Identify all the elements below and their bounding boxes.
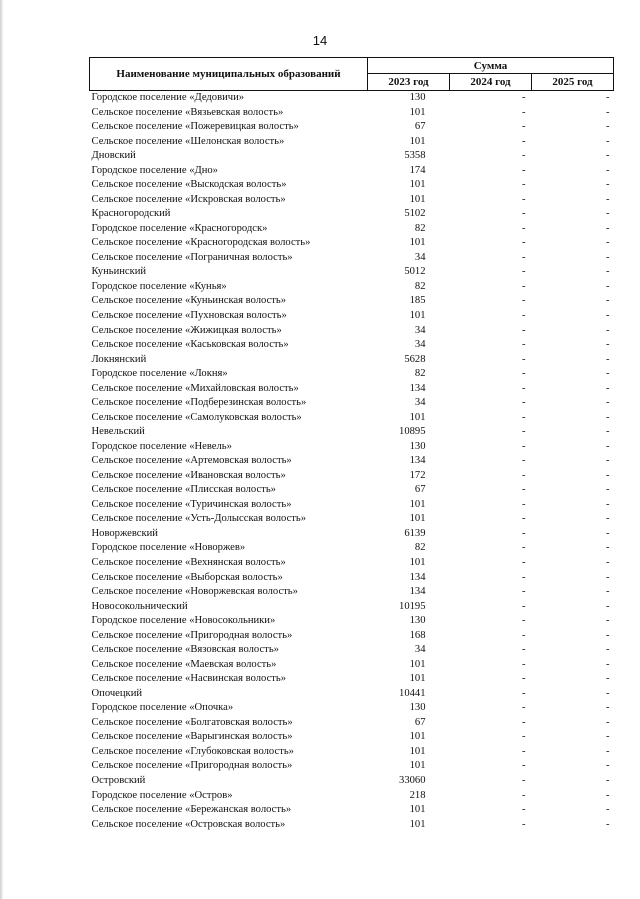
table-row bbox=[90, 512, 614, 527]
value-2025-cell: - bbox=[606, 237, 610, 249]
table-row bbox=[90, 818, 614, 833]
value-2023-cell: 5628 bbox=[404, 353, 426, 365]
municipality-name-cell: Сельское поселение «Пожеревицкая волость» bbox=[91, 121, 299, 133]
table-row bbox=[90, 396, 614, 411]
municipality-name-cell: Сельское поселение «Маевская волость» bbox=[91, 658, 277, 670]
table-row bbox=[90, 294, 614, 309]
value-2024-cell: - bbox=[521, 397, 526, 409]
table-row bbox=[90, 120, 614, 135]
value-2023-cell: 5358 bbox=[404, 150, 426, 162]
value-2023-cell: 34 bbox=[414, 324, 426, 336]
value-2025-cell: - bbox=[606, 760, 610, 772]
header-sum-group: Сумма bbox=[368, 58, 614, 74]
value-2023-cell: 130 bbox=[409, 615, 426, 627]
table-row bbox=[90, 178, 614, 193]
value-2023-cell: 218 bbox=[409, 789, 426, 801]
table-row bbox=[90, 164, 614, 179]
header-name-column: Наименование муниципальных образований bbox=[90, 58, 368, 91]
value-2024-cell: - bbox=[521, 716, 526, 728]
value-2025-cell: - bbox=[606, 280, 610, 292]
value-2023-cell: 101 bbox=[409, 760, 426, 772]
value-2023-cell: 101 bbox=[409, 193, 426, 205]
municipality-name-cell: Сельское поселение «Выскодская волость» bbox=[91, 179, 287, 191]
value-2023-cell: 134 bbox=[409, 571, 426, 583]
value-2025-cell: - bbox=[606, 789, 610, 801]
table-row bbox=[90, 193, 614, 208]
value-2024-cell: - bbox=[521, 309, 526, 321]
table-row bbox=[90, 789, 614, 804]
municipality-name-cell: Локнянский bbox=[91, 353, 147, 365]
municipality-name-cell: Куньинский bbox=[91, 266, 147, 278]
value-2023-cell: 174 bbox=[409, 164, 426, 176]
value-2023-cell: 101 bbox=[409, 804, 426, 816]
value-2024-cell: - bbox=[521, 484, 526, 496]
value-2024-cell: - bbox=[521, 731, 526, 743]
value-2025-cell: - bbox=[606, 629, 610, 641]
municipality-name-cell: Островский bbox=[91, 774, 146, 786]
value-2024-cell: - bbox=[521, 644, 526, 656]
value-2024-cell: - bbox=[521, 760, 526, 772]
value-2024-cell: - bbox=[521, 513, 526, 525]
value-2023-cell: 67 bbox=[414, 716, 426, 728]
value-2023-cell: 101 bbox=[409, 557, 426, 568]
value-2025-cell: - bbox=[606, 368, 610, 380]
municipality-name-cell: Сельское поселение «Вязовская волость» bbox=[91, 644, 279, 656]
table-row bbox=[90, 440, 614, 455]
value-2023-cell: 185 bbox=[409, 295, 426, 307]
value-2024-cell: - bbox=[521, 571, 526, 583]
value-2023-cell: 34 bbox=[414, 339, 426, 351]
table-row bbox=[90, 600, 614, 615]
municipality-name-cell: Невельский bbox=[91, 426, 145, 438]
municipality-name-cell: Городское поселение «Дно» bbox=[91, 164, 218, 176]
municipality-name-cell: Городское поселение «Кунья» bbox=[91, 280, 227, 292]
value-2025-cell: - bbox=[606, 295, 610, 307]
value-2024-cell: - bbox=[521, 411, 526, 423]
municipality-name-cell: Городское поселение «Новоржев» bbox=[91, 542, 246, 554]
value-2024-cell: - bbox=[521, 673, 526, 685]
value-2024-cell: - bbox=[521, 251, 526, 263]
value-2024-cell: - bbox=[521, 135, 526, 147]
value-2023-cell: 10441 bbox=[399, 687, 426, 699]
table-row bbox=[90, 454, 614, 469]
table-row bbox=[90, 774, 614, 789]
value-2024-cell: - bbox=[521, 687, 526, 699]
value-2024-cell: - bbox=[521, 527, 526, 539]
value-2024-cell: - bbox=[521, 702, 526, 714]
value-2023-cell: 67 bbox=[414, 121, 426, 133]
value-2025-cell: - bbox=[606, 673, 610, 685]
value-2025-cell: - bbox=[606, 469, 610, 481]
value-2023-cell: 6139 bbox=[404, 527, 426, 539]
table-row bbox=[90, 338, 614, 353]
value-2023-cell: 101 bbox=[409, 106, 426, 118]
value-2025-cell: - bbox=[606, 92, 610, 103]
value-2023-cell: 130 bbox=[409, 440, 426, 452]
value-2025-cell: - bbox=[606, 179, 610, 191]
value-2024-cell: - bbox=[521, 469, 526, 481]
value-2023-cell: 134 bbox=[409, 382, 426, 394]
table-row bbox=[90, 672, 614, 687]
value-2025-cell: - bbox=[606, 411, 610, 423]
value-2025-cell: - bbox=[606, 644, 610, 656]
value-2024-cell: - bbox=[521, 222, 526, 234]
scan-edge bbox=[0, 0, 3, 899]
municipality-name-cell: Сельское поселение «Самолуковская волость» bbox=[91, 411, 302, 423]
value-2024-cell: - bbox=[521, 658, 526, 670]
value-2025-cell: - bbox=[606, 440, 610, 452]
value-2023-cell: 82 bbox=[414, 280, 426, 292]
municipality-name-cell: Сельское поселение «Выборская волость» bbox=[91, 571, 283, 583]
table-row bbox=[90, 643, 614, 658]
page-number: 14 bbox=[312, 33, 328, 48]
value-2023-cell: 101 bbox=[409, 135, 426, 147]
value-2025-cell: - bbox=[606, 818, 610, 830]
value-2023-cell: 101 bbox=[409, 745, 426, 757]
municipality-name-cell: Городское поселение «Опочка» bbox=[91, 702, 234, 714]
municipality-name-cell: Сельское поселение «Искровская волость» bbox=[91, 193, 286, 205]
value-2024-cell: - bbox=[521, 426, 526, 438]
municipality-name-cell: Сельское поселение «Новоржевская волость» bbox=[91, 586, 298, 598]
value-2024-cell: - bbox=[521, 208, 526, 220]
municipality-name-cell: Сельское поселение «Островская волость» bbox=[91, 818, 286, 830]
table-row bbox=[90, 556, 614, 571]
value-2023-cell: 82 bbox=[414, 368, 426, 380]
value-2025-cell: - bbox=[606, 716, 610, 728]
table-row bbox=[90, 730, 614, 745]
header-year-2025: 2025 год bbox=[532, 74, 614, 91]
municipality-name-cell: Сельское поселение «Пригородная волость» bbox=[91, 629, 293, 641]
value-2025-cell: - bbox=[606, 150, 610, 162]
municipality-name-cell: Сельское поселение «Плисская волость» bbox=[91, 484, 276, 496]
value-2023-cell: 101 bbox=[409, 513, 426, 525]
value-2025-cell: - bbox=[606, 498, 610, 510]
value-2023-cell: 101 bbox=[409, 673, 426, 685]
municipality-name-cell: Сельское поселение «Болгатовская волость» bbox=[91, 716, 293, 728]
value-2023-cell: 101 bbox=[409, 658, 426, 670]
value-2025-cell: - bbox=[606, 121, 610, 133]
table-row bbox=[90, 716, 614, 731]
value-2024-cell: - bbox=[521, 498, 526, 510]
value-2024-cell: - bbox=[521, 629, 526, 641]
table-row bbox=[90, 382, 614, 397]
value-2024-cell: - bbox=[521, 237, 526, 249]
header-year-2023: 2023 год bbox=[368, 74, 450, 91]
table-header bbox=[90, 58, 614, 91]
value-2025-cell: - bbox=[606, 397, 610, 409]
value-2023-cell: 34 bbox=[414, 251, 426, 263]
municipality-name-cell: Сельское поселение «Вехнянская волость» bbox=[91, 557, 286, 568]
value-2024-cell: - bbox=[521, 557, 526, 568]
table-row bbox=[90, 541, 614, 556]
value-2024-cell: - bbox=[521, 818, 526, 830]
value-2025-cell: - bbox=[606, 804, 610, 816]
table-row bbox=[90, 687, 614, 702]
value-2025-cell: - bbox=[606, 324, 610, 336]
value-2025-cell: - bbox=[606, 702, 610, 714]
municipality-name-cell: Городское поселение «Красногородск» bbox=[91, 222, 268, 234]
table-row bbox=[90, 106, 614, 121]
municipality-name-cell: Сельское поселение «Бережанская волость» bbox=[91, 804, 292, 816]
value-2025-cell: - bbox=[606, 135, 610, 147]
value-2023-cell: 134 bbox=[409, 455, 426, 467]
budget-table bbox=[89, 57, 614, 832]
value-2024-cell: - bbox=[521, 774, 526, 786]
value-2024-cell: - bbox=[521, 150, 526, 162]
value-2024-cell: - bbox=[521, 745, 526, 757]
table-row bbox=[90, 265, 614, 280]
table-row bbox=[90, 701, 614, 716]
municipality-name-cell: Сельское поселение «Пухновская волость» bbox=[91, 309, 287, 321]
value-2023-cell: 5012 bbox=[404, 266, 426, 278]
table-row bbox=[90, 614, 614, 629]
municipality-name-cell: Сельское поселение «Глубоковская волость» bbox=[91, 745, 294, 757]
table-row bbox=[90, 498, 614, 513]
value-2023-cell: 5102 bbox=[404, 208, 426, 220]
value-2024-cell: - bbox=[521, 280, 526, 292]
municipality-name-cell: Сельское поселение «Туричинская волость» bbox=[91, 498, 292, 510]
value-2023-cell: 134 bbox=[409, 586, 426, 598]
value-2024-cell: - bbox=[521, 339, 526, 351]
value-2024-cell: - bbox=[521, 455, 526, 467]
value-2025-cell: - bbox=[606, 193, 610, 205]
value-2025-cell: - bbox=[606, 106, 610, 118]
value-2024-cell: - bbox=[521, 193, 526, 205]
table-row bbox=[90, 135, 614, 150]
municipality-name-cell: Сельское поселение «Шелонская волость» bbox=[91, 135, 285, 147]
municipality-name-cell: Сельское поселение «Варыгинская волость» bbox=[91, 731, 293, 743]
value-2023-cell: 101 bbox=[409, 309, 426, 321]
value-2025-cell: - bbox=[606, 426, 610, 438]
value-2024-cell: - bbox=[521, 600, 526, 612]
value-2023-cell: 67 bbox=[414, 484, 426, 496]
municipality-name-cell: Городское поселение «Локня» bbox=[91, 368, 228, 380]
table-row bbox=[90, 280, 614, 295]
table-row bbox=[90, 658, 614, 673]
value-2023-cell: 101 bbox=[409, 237, 426, 249]
table-body bbox=[90, 91, 614, 833]
value-2024-cell: - bbox=[521, 586, 526, 598]
value-2025-cell: - bbox=[606, 208, 610, 220]
municipality-name-cell: Сельское поселение «Подберезинская волость» bbox=[91, 397, 307, 409]
value-2024-cell: - bbox=[521, 295, 526, 307]
table-row bbox=[90, 411, 614, 426]
table-row bbox=[90, 236, 614, 251]
table-row bbox=[90, 571, 614, 586]
value-2023-cell: 101 bbox=[409, 731, 426, 743]
municipality-name-cell: Сельское поселение «Вязьевская волость» bbox=[91, 106, 284, 118]
value-2025-cell: - bbox=[606, 586, 610, 598]
value-2025-cell: - bbox=[606, 542, 610, 554]
value-2025-cell: - bbox=[606, 164, 610, 176]
municipality-name-cell: Сельское поселение «Ивановская волость» bbox=[91, 469, 286, 481]
table-row bbox=[90, 527, 614, 542]
value-2025-cell: - bbox=[606, 382, 610, 394]
municipality-name-cell: Сельское поселение «Артемовская волость» bbox=[91, 455, 292, 467]
municipality-name-cell: Сельское поселение «Жижицкая волость» bbox=[91, 324, 282, 336]
municipality-name-cell: Сельское поселение «Красногородская волость» bbox=[91, 237, 311, 249]
municipality-name-cell: Сельское поселение «Насвинская волость» bbox=[91, 673, 287, 685]
value-2023-cell: 34 bbox=[414, 644, 426, 656]
municipality-name-cell: Городское поселение «Новосокольники» bbox=[91, 615, 276, 627]
table-row bbox=[90, 222, 614, 237]
value-2023-cell: 168 bbox=[409, 629, 426, 641]
value-2025-cell: - bbox=[606, 600, 610, 612]
value-2025-cell: - bbox=[606, 557, 610, 568]
value-2023-cell: 130 bbox=[409, 702, 426, 714]
table-row bbox=[90, 469, 614, 484]
header-year-2024: 2024 год bbox=[450, 74, 532, 91]
value-2025-cell: - bbox=[606, 484, 610, 496]
value-2025-cell: - bbox=[606, 658, 610, 670]
value-2023-cell: 101 bbox=[409, 411, 426, 423]
table-row bbox=[90, 207, 614, 222]
municipality-name-cell: Сельское поселение «Каськовская волость» bbox=[91, 339, 289, 351]
value-2023-cell: 33060 bbox=[399, 774, 426, 786]
value-2025-cell: - bbox=[606, 353, 610, 365]
municipality-name-cell: Городское поселение «Дедовичи» bbox=[91, 92, 245, 103]
value-2025-cell: - bbox=[606, 527, 610, 539]
value-2024-cell: - bbox=[521, 266, 526, 278]
value-2023-cell: 82 bbox=[414, 542, 426, 554]
table-row bbox=[90, 324, 614, 339]
value-2024-cell: - bbox=[521, 324, 526, 336]
municipality-name-cell: Сельское поселение «Куньинская волость» bbox=[91, 295, 287, 307]
value-2023-cell: 101 bbox=[409, 498, 426, 510]
table-row bbox=[90, 803, 614, 818]
municipality-name-cell: Красногородский bbox=[91, 208, 171, 220]
municipality-name-cell: Городское поселение «Остров» bbox=[91, 789, 233, 801]
value-2024-cell: - bbox=[521, 382, 526, 394]
value-2023-cell: 101 bbox=[409, 818, 426, 830]
value-2024-cell: - bbox=[521, 615, 526, 627]
table-row bbox=[90, 745, 614, 760]
value-2024-cell: - bbox=[521, 179, 526, 191]
value-2023-cell: 130 bbox=[409, 92, 426, 103]
value-2025-cell: - bbox=[606, 222, 610, 234]
value-2023-cell: 10895 bbox=[399, 426, 426, 438]
table-row bbox=[90, 759, 614, 774]
value-2025-cell: - bbox=[606, 455, 610, 467]
value-2025-cell: - bbox=[606, 731, 610, 743]
value-2025-cell: - bbox=[606, 774, 610, 786]
table-row bbox=[90, 585, 614, 600]
value-2024-cell: - bbox=[521, 804, 526, 816]
municipality-name-cell: Опочецкий bbox=[91, 687, 143, 699]
table-row bbox=[90, 91, 614, 106]
value-2025-cell: - bbox=[606, 309, 610, 321]
value-2023-cell: 82 bbox=[414, 222, 426, 234]
municipality-name-cell: Городское поселение «Невель» bbox=[91, 440, 232, 452]
municipality-name-cell: Новоржевский bbox=[91, 527, 158, 539]
municipality-name-cell: Сельское поселение «Михайловская волость» bbox=[91, 382, 299, 394]
table-row bbox=[90, 353, 614, 368]
value-2024-cell: - bbox=[521, 92, 526, 103]
value-2025-cell: - bbox=[606, 251, 610, 263]
value-2023-cell: 172 bbox=[409, 469, 426, 481]
table-row bbox=[90, 309, 614, 324]
table-row bbox=[90, 367, 614, 382]
value-2025-cell: - bbox=[606, 266, 610, 278]
value-2024-cell: - bbox=[521, 440, 526, 452]
value-2024-cell: - bbox=[521, 353, 526, 365]
value-2025-cell: - bbox=[606, 339, 610, 351]
municipality-name-cell: Сельское поселение «Усть-Долысская волость» bbox=[91, 513, 307, 525]
value-2024-cell: - bbox=[521, 368, 526, 380]
table-row bbox=[90, 483, 614, 498]
municipality-name-cell: Дновский bbox=[91, 150, 136, 162]
value-2025-cell: - bbox=[606, 571, 610, 583]
table-row bbox=[90, 251, 614, 266]
value-2024-cell: - bbox=[521, 121, 526, 133]
value-2025-cell: - bbox=[606, 615, 610, 627]
value-2025-cell: - bbox=[606, 513, 610, 525]
value-2023-cell: 10195 bbox=[399, 600, 426, 612]
value-2023-cell: 34 bbox=[414, 397, 426, 409]
value-2024-cell: - bbox=[521, 789, 526, 801]
value-2025-cell: - bbox=[606, 745, 610, 757]
value-2025-cell: - bbox=[606, 687, 610, 699]
value-2024-cell: - bbox=[521, 164, 526, 176]
table-row bbox=[90, 425, 614, 440]
value-2023-cell: 101 bbox=[409, 179, 426, 191]
table-row bbox=[90, 149, 614, 164]
value-2024-cell: - bbox=[521, 542, 526, 554]
municipality-name-cell: Сельское поселение «Пограничная волость» bbox=[91, 251, 293, 263]
value-2024-cell: - bbox=[521, 106, 526, 118]
municipality-name-cell: Новосокольнический bbox=[91, 600, 188, 612]
municipality-name-cell: Сельское поселение «Пригородная волость» bbox=[91, 760, 293, 772]
table-row bbox=[90, 629, 614, 644]
